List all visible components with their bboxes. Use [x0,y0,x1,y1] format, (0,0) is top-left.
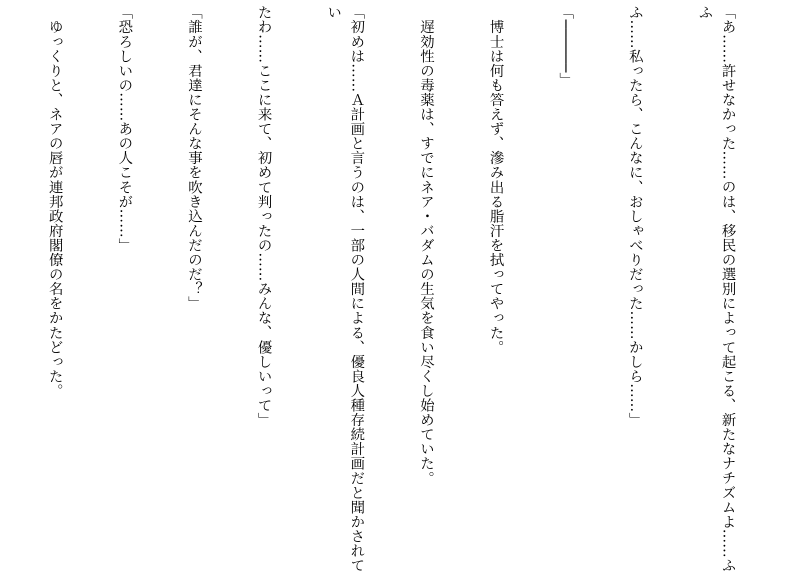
vertical-text-body [0,5,785,580]
text-line: 「初めは……Ａ計画と言うのは、一部の人間による、優良人種存続計画だと聞かされてい [325,5,365,573]
text-line: 「あ……許せなかった……のは、移民の選別によって起こる、新たなナチズムよ……ふふ [696,5,736,573]
text-line: 「恐ろしいの……あの人こそが……」 [116,5,133,253]
text-line: たわ……ここに来て、初めて判ったの……みんな、優しいって」 [255,5,272,427]
text-line: 博士は何も答えず、滲み出る脂汗を拭ってやった。 [487,5,504,355]
text-line: ゆっくりと、ネアの唇が連邦政府閣僚の名をかたどった。 [46,5,63,398]
text-line: 「誰が、君達にそんな事を吹き込んだのだ？」 [185,5,202,311]
text-line: 遅効性の毒薬は、すでにネア・バダムの生気を食い尽くし始めていた。 [417,5,434,486]
text-line: 「──────」 [557,5,574,87]
text-line: ふ……私ったら、こんなに、おしゃべりだった……かしら……」 [626,5,643,427]
